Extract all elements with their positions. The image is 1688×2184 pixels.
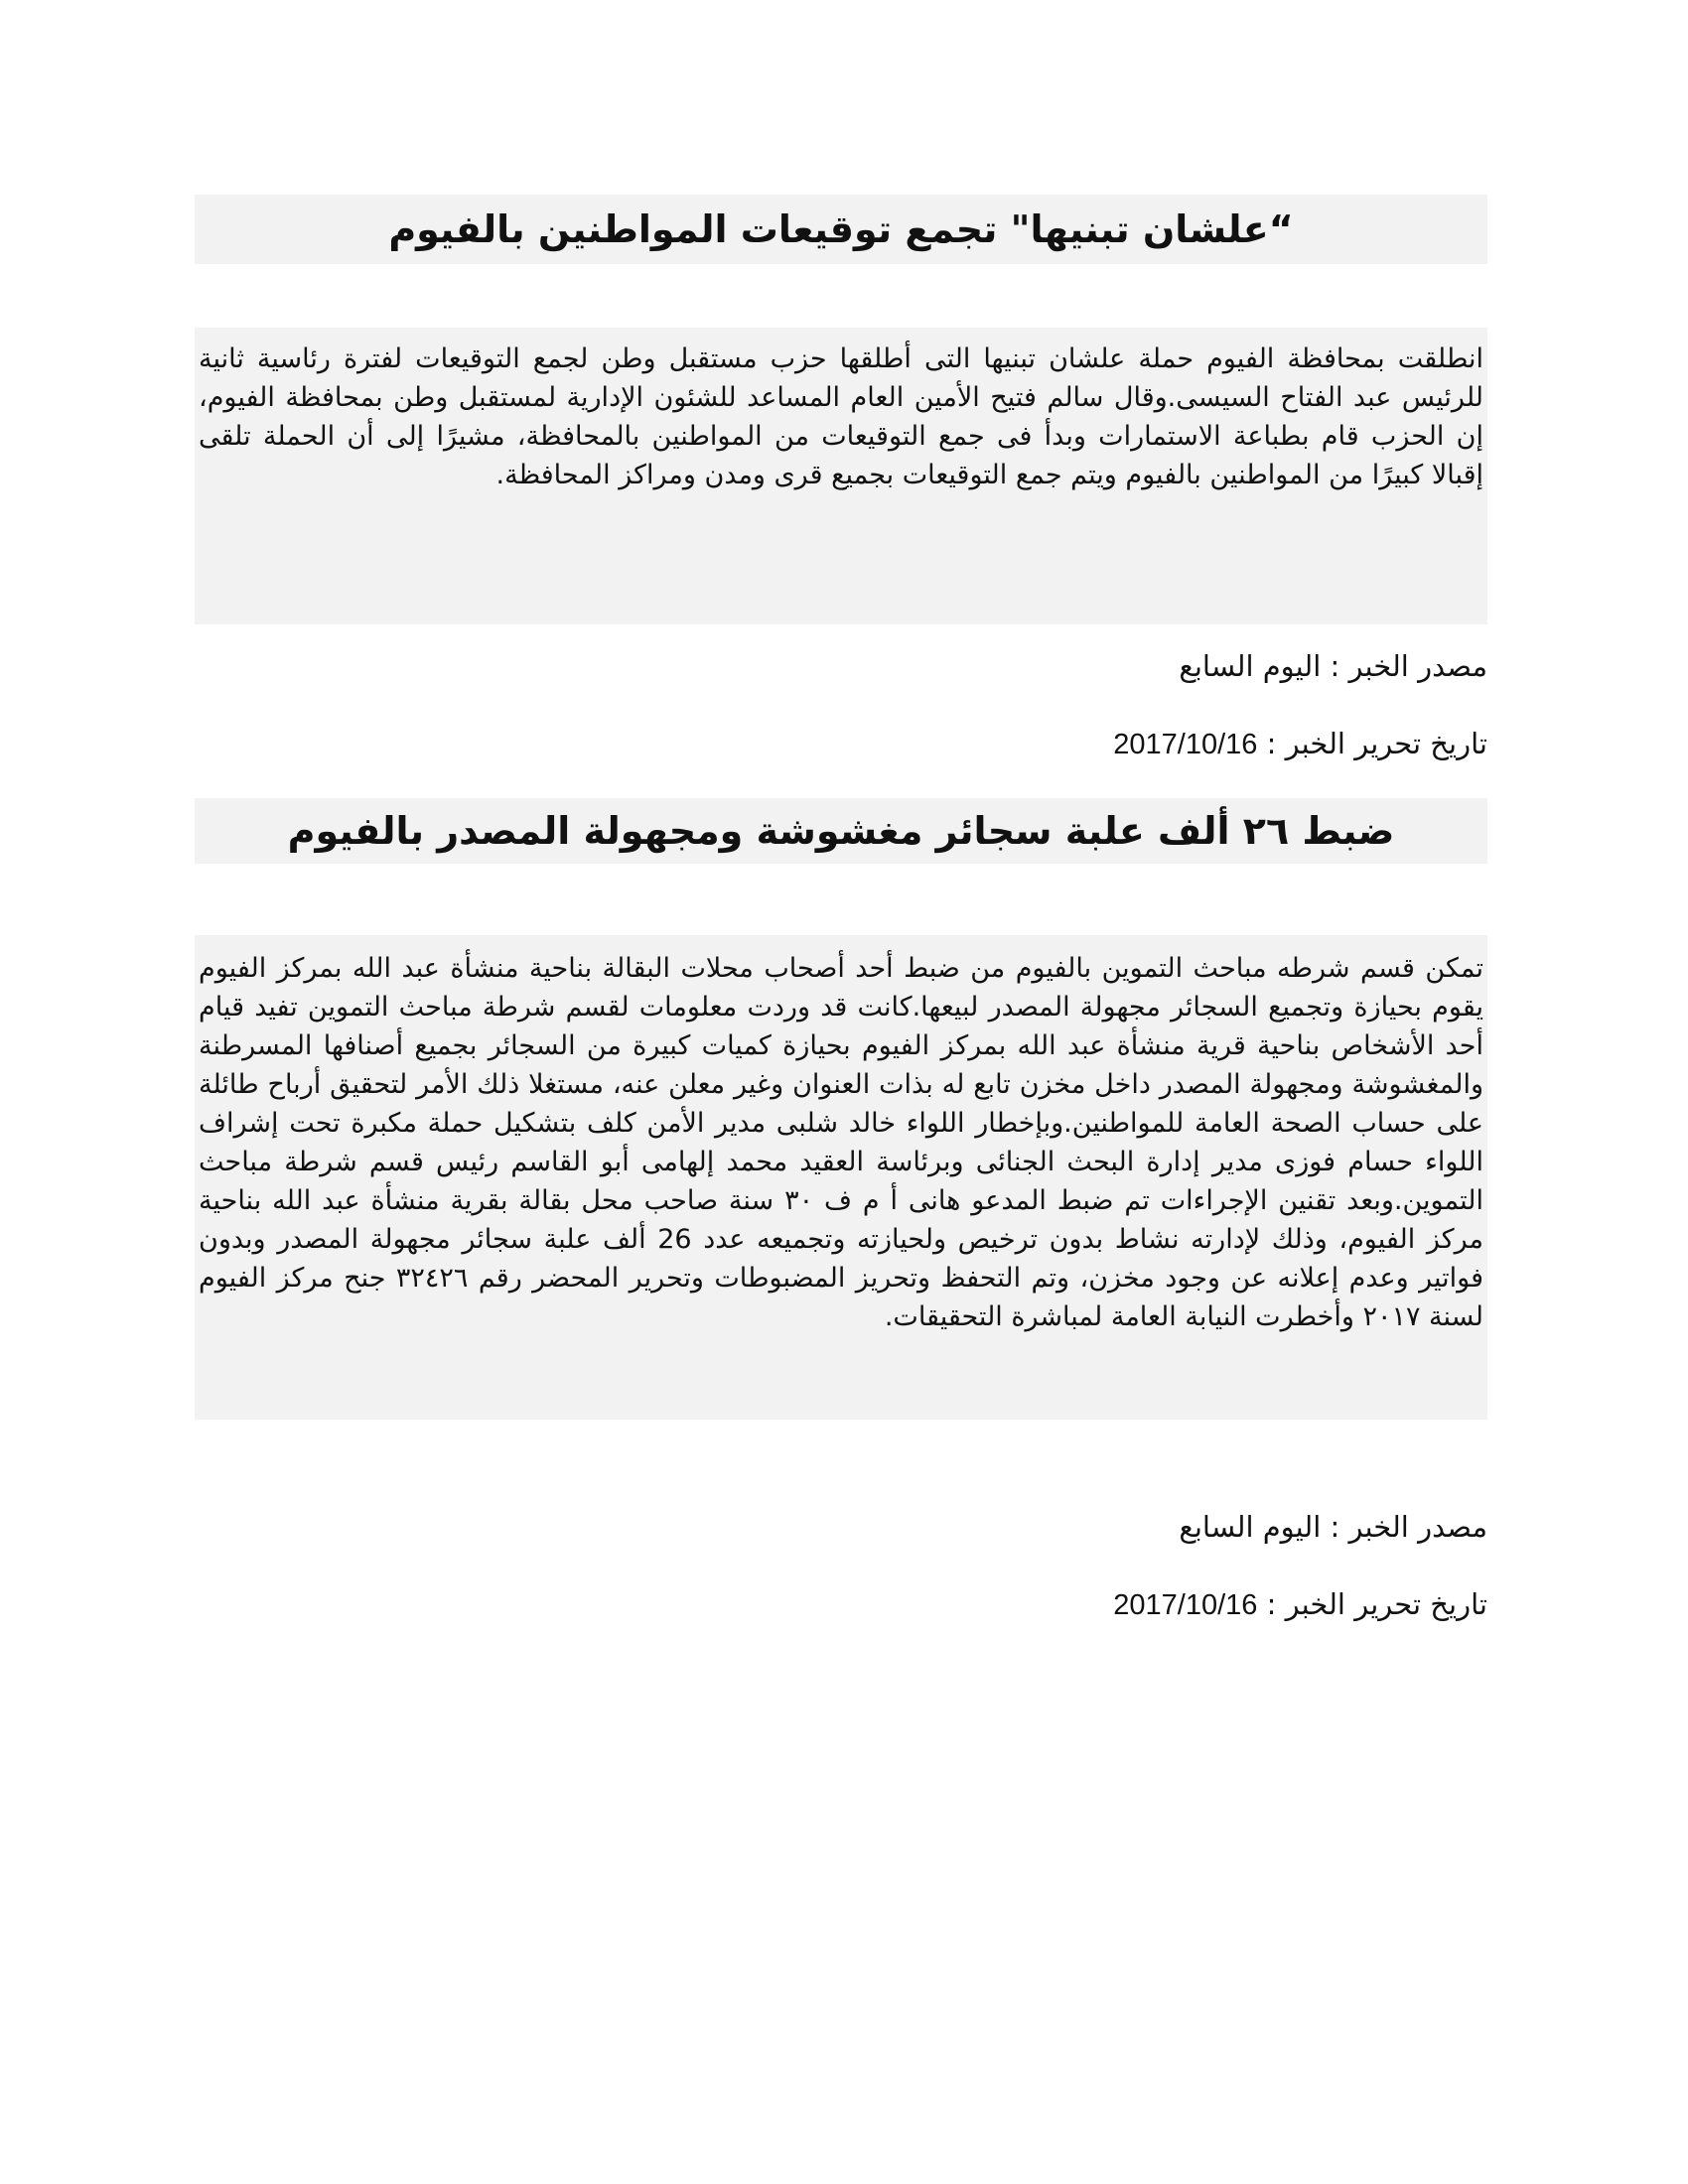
- edit-date: [195, 1584, 1487, 1625]
- article-body: تمكن قسم شرطه مباحث التموين بالفيوم من ضبط أحد أصحاب محلات البقالة بناحية منشأة عبد الله بمركز الفيوم يقوم بحيازة وتجميع السجائر مجهولة المصدر لبيعها.كانت قد وردت معلومات لقسم شرطة مباحث التموين تفيد قيام أحد الأشخاص بناحية قرية منشأة عبد الله بمركز الفيوم بحيازة كميات كبيرة من السجائر بجميع أصنافها المسرطنة والمغشوشة ومجهولة المصدر داخل مخزن تابع له بذات العنوان وغير معلن عنه، مستغلا ذلك الأمر لتحقيق أرباح طائلة على حساب الصحة العامة للمواطنين.وبإخطار اللواء خالد شلبى مدير الأمن كلف بتشكيل حملة مكبرة تحت إشراف اللواء حسام فوزى مدير إدارة البحث الجنائى وبرئاسة العقيد محمد إلهامى أبو القاسم رئيس قسم شرطة مباحث التموين.وبعد تقنين الإجراءات تم ضبط المدعو هانى أ م ف ٣٠ سنة صاحب محل بقالة بقرية منشأة عبد الله بناحية مركز الفيوم، وذلك لإدارته نشاط بدون ترخيص ولحيازته وتجميعه عدد 26 ألف علبة سجائر مجهولة المصدر وبدون فواتير وعدم إعلانه عن وجود مخزن، وتم التحفظ وتحريز المضبوطات وتحرير المحضر رقم ٣٢٤٢٦ جنح مركز الفيوم لسنة ٢٠١٧ وأخطرت النيابة العامة لمباشرة التحقيقات.: [195, 935, 1487, 1420]
- edit-date-value: 2017/10/16: [1113, 1589, 1258, 1621]
- news-source: مصدر الخبر : اليوم السابع: [1179, 649, 1487, 683]
- edit-date-label: تاريخ تحرير الخبر :: [1257, 1587, 1487, 1621]
- article-body: انطلقت بمحافظة الفيوم حملة علشان تبنيها التى أطلقها حزب مستقبل وطن لجمع التوقيعات لفترة رئاسية ثانية للرئيس عبد الفتاح السيسى.وقال سالم فتيح الأمين العام المساعد للشئون الإدارية لمستقبل وطن بمحافظة الفيوم، إن الحزب قام بطباعة الاستمارات وبدأ فى جمع التوقيعات من المواطنين بالمحافظة، مشيرًا إلى أن الحملة تلقى إقبالا كبيرًا من المواطنين بالفيوم ويتم جمع التوقيعات بجميع قرى ومدن ومراكز المحافظة.: [195, 328, 1487, 624]
- edit-date-value: 2017/10/16: [1113, 729, 1258, 760]
- document-page: [195, 195, 1487, 1625]
- news-source: مصدر الخبر : اليوم السابع: [1179, 1510, 1487, 1544]
- edit-date: [195, 724, 1487, 764]
- edit-date-label: تاريخ تحرير الخبر :: [1257, 727, 1487, 760]
- article-title: “علشان تبنيها" تجمع توقيعات المواطنين بالفيوم: [195, 195, 1487, 264]
- article-title: ضبط ٢٦ ألف علبة سجائر مغشوشة ومجهولة المصدر بالفيوم: [195, 798, 1487, 864]
